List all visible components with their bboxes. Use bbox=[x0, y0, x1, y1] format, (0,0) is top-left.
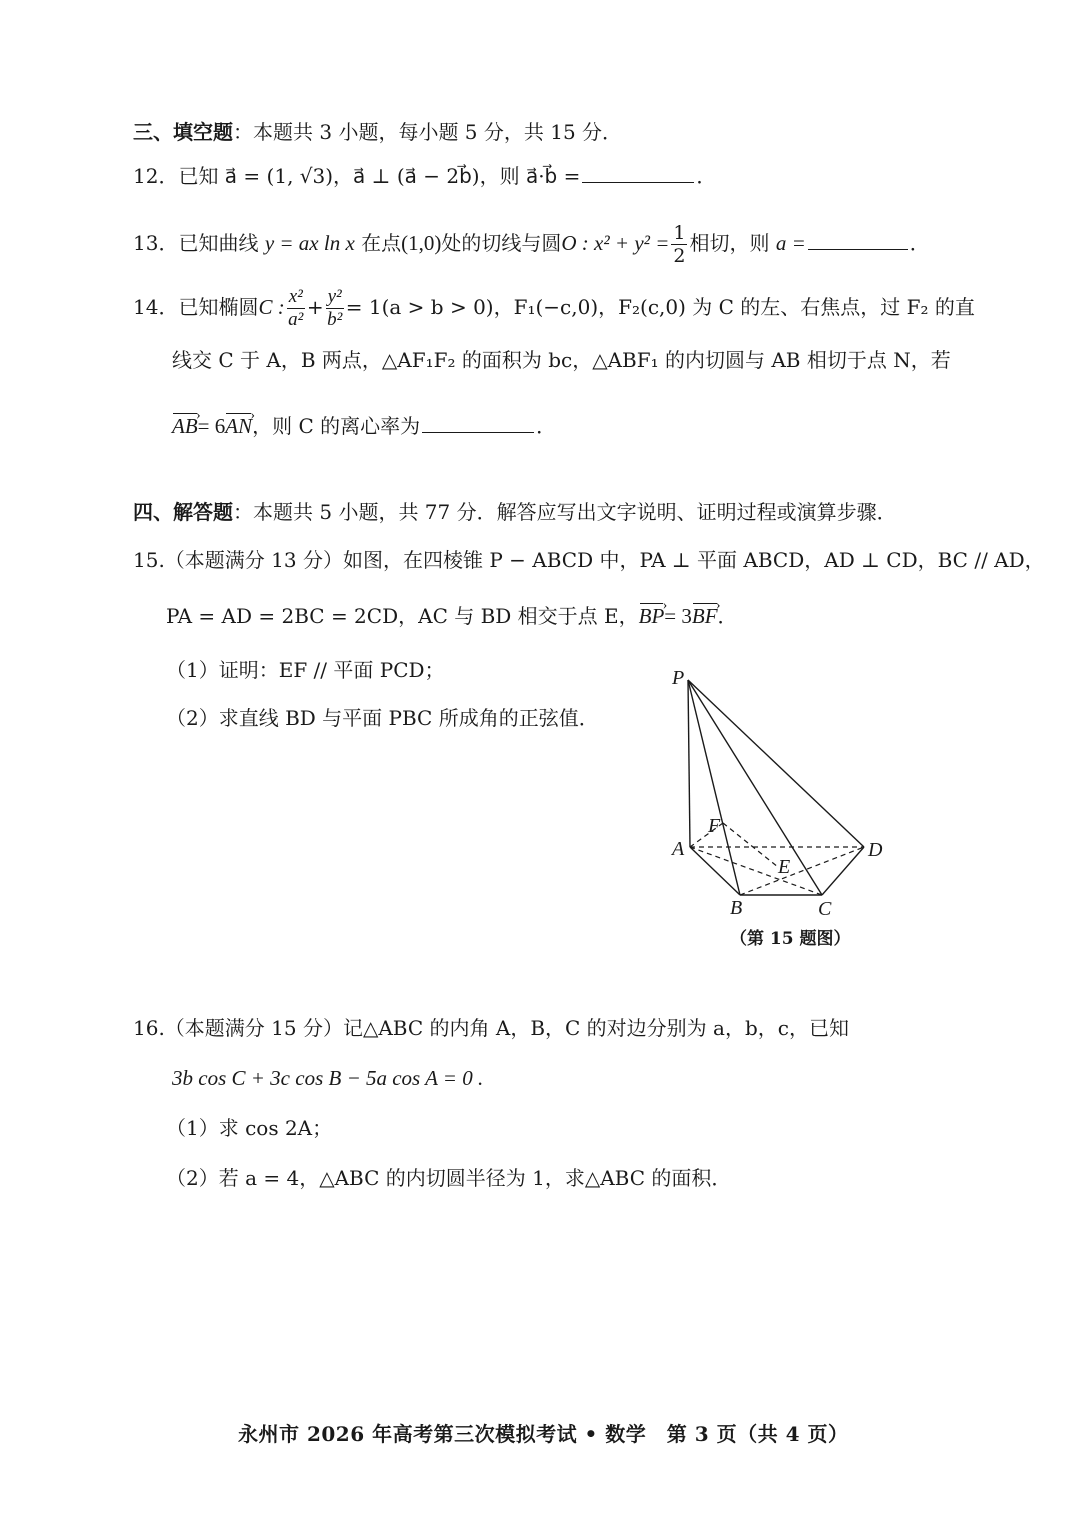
q14-vector-an: AN › bbox=[225, 412, 252, 440]
q14-frac-y-den: b² bbox=[327, 309, 343, 330]
label-b: B bbox=[730, 897, 743, 919]
q13-a: a = bbox=[775, 231, 806, 255]
question-15-line2 bbox=[166, 602, 738, 630]
q15-l1: 15.（本题满分 13 分）如图，在四棱锥 P − ABCD 中，PA ⊥ 平面 ABCD，AD ⊥ CD，BC // AD， bbox=[133, 548, 1045, 572]
label-d: D bbox=[868, 839, 883, 861]
question-14-line3: AB ›= 6AN ›，则 C 的离心率为 ． bbox=[172, 412, 556, 440]
q13-circle-eq: O : x² + y² = bbox=[561, 231, 670, 255]
pyramid-figure bbox=[660, 662, 900, 952]
section4-desc: ：本题共 5 小题，共 77 分．解答应写出文字说明、证明过程或演算步骤． bbox=[233, 500, 897, 524]
q14-frac-x-num: x² bbox=[288, 286, 303, 307]
q16-l1: 16.（本题满分 15 分）记△ABC 的内角 A，B，C 的对边分别为 a，b，c，已知 bbox=[133, 1016, 849, 1040]
q14-number: 14． bbox=[133, 295, 179, 319]
q13-t3: 处的切线与圆 bbox=[441, 231, 562, 255]
q15-vector-bf: BF › bbox=[692, 602, 718, 630]
q15-l2e: ． bbox=[717, 604, 738, 628]
label-f: F bbox=[708, 815, 721, 837]
q14-l2: 线交 C 于 A，B 两点，△AF₁F₂ 的面积为 bc，△ABF₁ 的内切圆与 AB 相切于点 N，若 bbox=[172, 348, 951, 372]
question-15-line1 bbox=[133, 546, 1045, 574]
q12-answer-blank bbox=[582, 164, 694, 183]
q16-p1: （1）求 cos 2A； bbox=[166, 1116, 333, 1140]
q14-frac-y-num: y² bbox=[327, 286, 342, 307]
question-16-line1 bbox=[133, 1014, 849, 1042]
label-e: E bbox=[778, 856, 791, 878]
q14-l1a: 已知椭圆 bbox=[178, 295, 259, 319]
question-15-part1 bbox=[166, 656, 445, 684]
q16-equation: 3b cos C + 3c cos B − 5a cos A = 0 . bbox=[172, 1066, 484, 1090]
q13-frac-den: 2 bbox=[673, 245, 686, 267]
q15-l2a: PA = AD = 2BC = 2CD，AC 与 BD 相交于点 E， bbox=[166, 604, 639, 628]
section4-heading: 四、解答题 bbox=[133, 500, 233, 524]
q14-vector-ab: AB › bbox=[172, 412, 198, 440]
question-16-line2 bbox=[172, 1064, 483, 1092]
edge-cd bbox=[822, 847, 864, 895]
q12-number: 12． bbox=[133, 164, 179, 188]
q15-eq3: = 3 bbox=[664, 604, 692, 628]
q13-t4: 相切，则 bbox=[689, 231, 770, 255]
q15-vector-bp: BP › bbox=[639, 602, 665, 630]
q13-t1: 已知曲线 bbox=[178, 231, 259, 255]
question-16-part1 bbox=[166, 1114, 332, 1142]
q13-fraction bbox=[671, 222, 687, 267]
q13-answer-blank bbox=[808, 231, 908, 250]
label-c: C bbox=[818, 898, 832, 920]
q14-answer-blank bbox=[422, 414, 534, 433]
q15-p1: （1）证明：EF // 平面 PCD； bbox=[166, 658, 445, 682]
edge-ab bbox=[690, 847, 740, 895]
question-14-line1: 14．已知椭圆C : $\frac{\text{x²}}{\text{a²}}$ + $\frac{\text{y²}}{\text{b²}}$ = 1(a > b > 0)，F₁(−c,0)，F₂(c,0) 为 C 的左、右焦点，过 F₂ 的直 bbox=[133, 286, 975, 330]
edge-pa bbox=[688, 680, 690, 847]
q16-p2: （2）若 a = 4，△ABC 的内切圆半径为 1，求△ABC 的面积． bbox=[166, 1166, 732, 1190]
q14-frac-x-den: a² bbox=[288, 309, 304, 330]
figure-caption: （第 15 题图） bbox=[730, 929, 851, 949]
section3-line bbox=[133, 118, 622, 146]
section4-line bbox=[133, 498, 897, 526]
question-15-part2 bbox=[166, 704, 599, 732]
q14-eq6: = 6 bbox=[197, 414, 226, 438]
question-16-part2 bbox=[166, 1164, 731, 1192]
question-14-line2 bbox=[172, 346, 951, 374]
section3-desc: ：本题共 3 小题，每小题 5 分，共 15 分． bbox=[233, 120, 623, 144]
question-13: 13．已知曲线 y = ax ln x 在点(1,0)处的切线与圆O : x² + y² = $\frac{1}{2}$ 相切，则 a = ． bbox=[133, 222, 930, 267]
q14-l3d: ，则 C 的离心率为 bbox=[252, 414, 421, 438]
question-12: 12．已知 a⃗ = (1, √3)，a⃗ ⊥ (a⃗ − 2b⃗)，则 a⃗·b⃗ = ． bbox=[133, 164, 717, 188]
q13-frac-num: 1 bbox=[673, 222, 686, 244]
q14-l1c: = 1(a > b > 0)，F₁(−c,0)，F₂(c,0) 为 C 的左、右焦点，过 F₂ 的直 bbox=[345, 295, 975, 319]
label-p: P bbox=[672, 667, 685, 689]
page-footer: 永州市 2026 年高考第三次模拟考试 • 数学 第 3 页（共 4 页） bbox=[238, 1422, 849, 1446]
q15-p2: （2）求直线 BD 与平面 PBC 所成角的正弦值． bbox=[166, 706, 599, 730]
q13-curve-eq: y = ax ln x bbox=[264, 231, 355, 255]
q12-text: 已知 a⃗ = (1, √3)，a⃗ ⊥ (a⃗ − 2b⃗)，则 a⃗·b⃗ = bbox=[178, 164, 581, 188]
q13-number: 13． bbox=[133, 231, 179, 255]
q14-frac-y bbox=[326, 286, 344, 331]
q14-l1b: C : bbox=[258, 295, 285, 319]
q14-frac-x bbox=[287, 286, 305, 331]
q13-point: (1,0) bbox=[401, 231, 442, 255]
section3-heading: 三、填空题 bbox=[133, 120, 233, 144]
label-a: A bbox=[672, 838, 685, 860]
q13-t2: 在点 bbox=[361, 231, 402, 255]
